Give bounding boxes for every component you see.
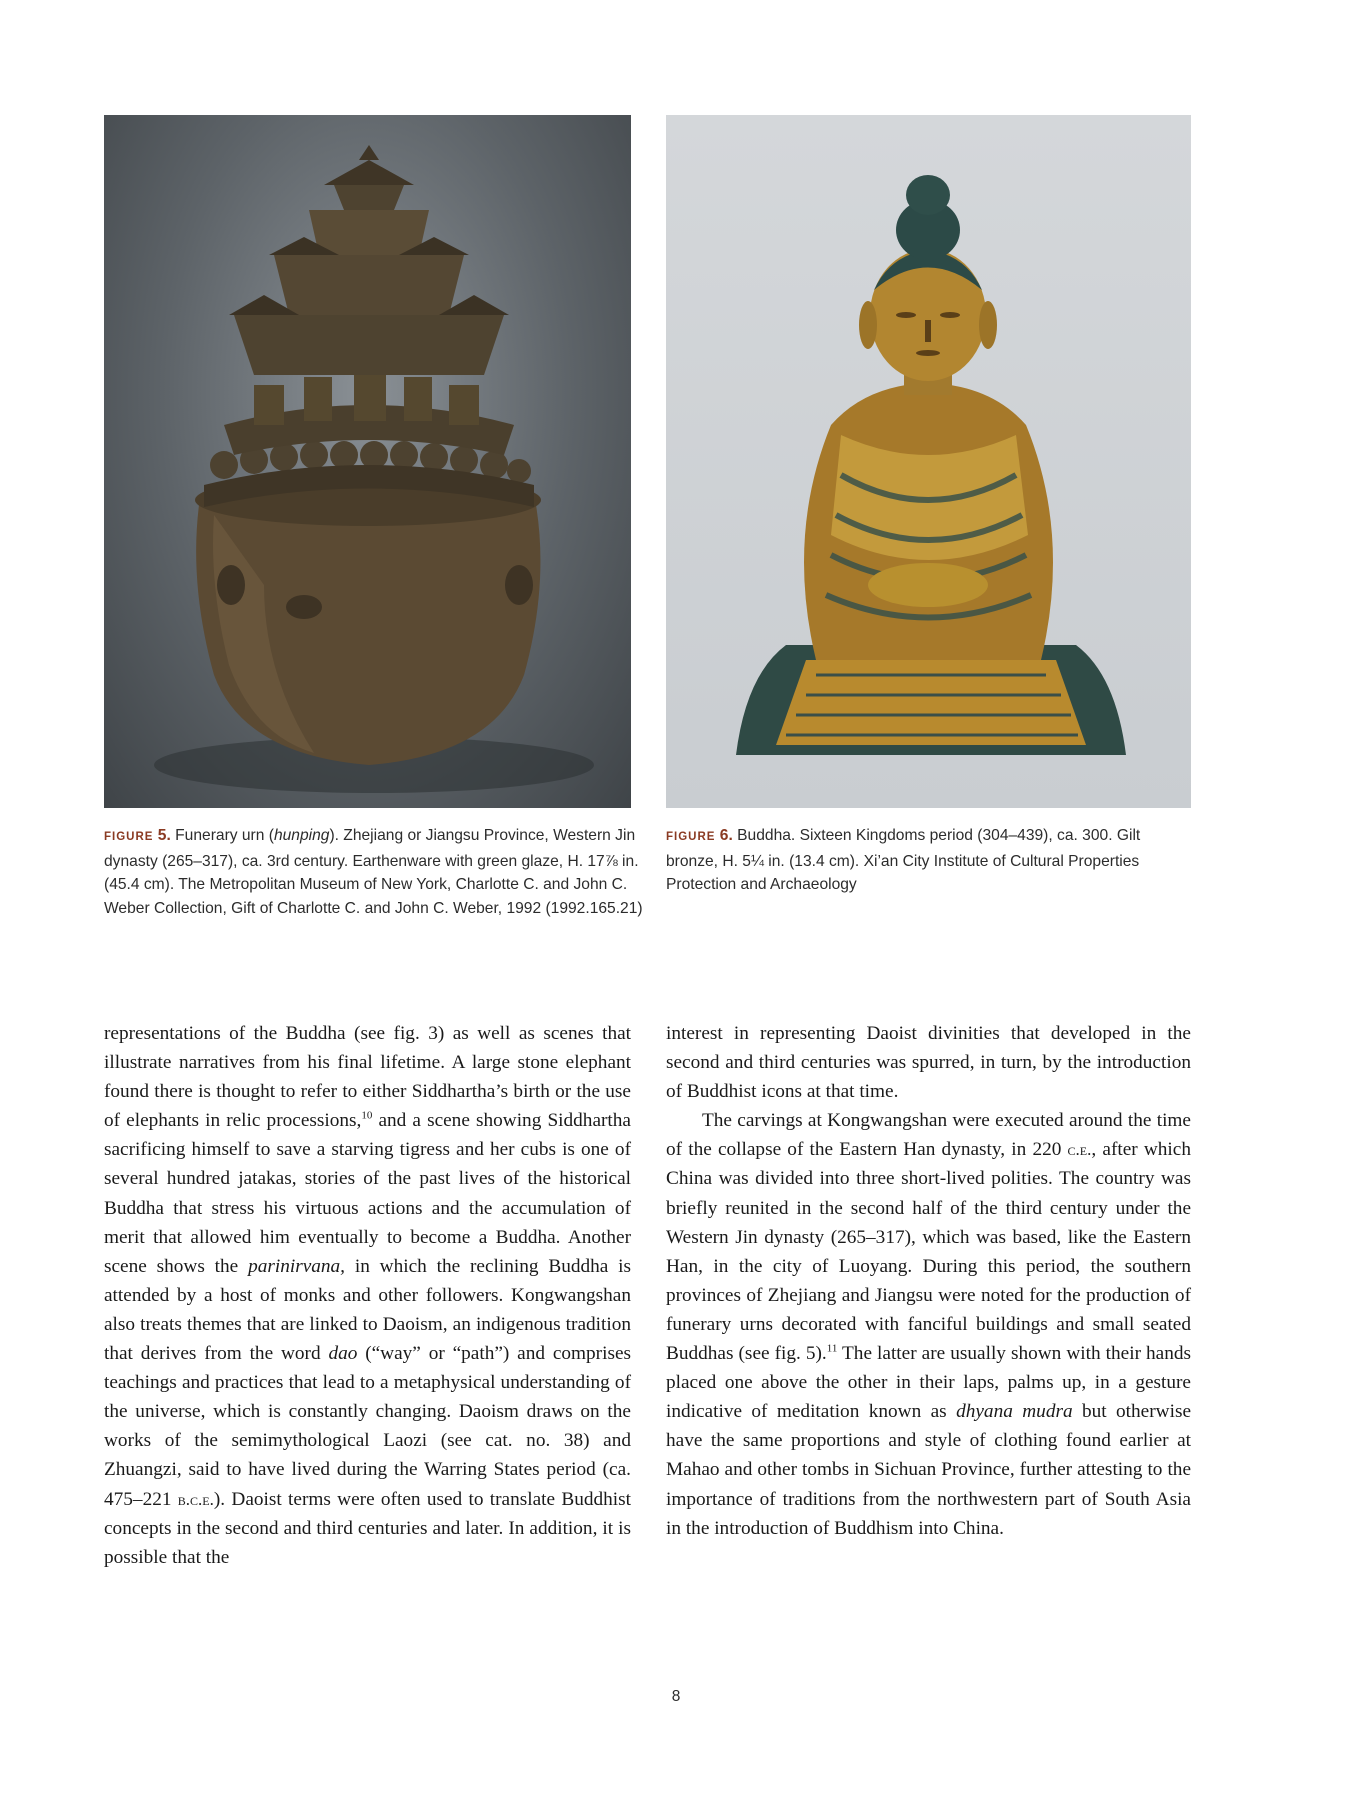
figure-label: FIGURE bbox=[104, 831, 154, 843]
text-run: The latter are usually shown with their hands placed one above the other in their laps, palms up, in a gesture indicative of meditation known as bbox=[666, 1343, 1192, 1423]
caption-text: ). Zhejiang or Jiangsu Province, Western Jin dynasty (265–317), ca. 3rd century. Earthenware with green glaze, H. 17⅞ in. (45.4 cm). The Metropolitan Museum of New York, Charlotte C. and John C. Weber Collection, Gift of Charlotte C. and John C. Weber, 1992 (1992.165.21) bbox=[104, 827, 643, 917]
text-run: , after which China was divided into three short-lived polities. The country was briefly reunited in the second half of the third century under the Western Jin dynasty (265–317), which was based, like the Eastern Han, in the city of Luoyang. During this period, the southern provinces of Zhejiang and Jiangsu were noted for the production of funerary urns decorated with fanciful buildings and small seated Buddhas (see fig. 5). bbox=[666, 1139, 1191, 1365]
paragraph bbox=[104, 1019, 631, 1572]
paragraph: interest in representing Daoist divinities that developed in the second and third centuries was spurred, in turn, by the introduction of Buddhist icons at that time. bbox=[666, 1023, 1191, 1103]
caption-italic: hunping bbox=[273, 827, 330, 844]
footnote-ref[interactable]: 11 bbox=[826, 1342, 838, 1355]
text-run: representations of the Buddha (see fig. 3) as well as scenes that illustrate narratives from his final lifetime. A large stone elephant found there is thought to refer to either Siddhartha’s birth or the use of elephants in relic processions, bbox=[104, 1023, 631, 1132]
italic-term: parinirvana, bbox=[248, 1255, 346, 1277]
italic-term: dhyana mudra bbox=[956, 1401, 1073, 1423]
funerary-urn-photo bbox=[104, 115, 631, 808]
figure-6-caption bbox=[666, 824, 1191, 897]
text-run: in which the reclining Buddha is attended by a host of monks and other followers. Kongwangshan also treats themes that are linked to Daoism, an indigenous tradition that derives from the word bbox=[104, 1255, 631, 1365]
caption-text: Buddha. Sixteen Kingdoms period (304–439), ca. 300. Gilt bronze, H. 5¼ in. (13.4 cm). Xi’an City Institute of Cultural Properties Protection and Archaeology bbox=[666, 827, 1141, 893]
figure-5-caption bbox=[104, 824, 644, 920]
text-run: The carvings at Kongwangshan were executed around the time of the collapse of the Eastern Han dynasty, in 220 bbox=[666, 1110, 1191, 1161]
era-abbrev: c.e. bbox=[1067, 1140, 1092, 1160]
footnote-ref[interactable]: 10 bbox=[361, 1109, 373, 1122]
italic-term: dao bbox=[328, 1343, 358, 1365]
text-run: (“way” or “path”) and comprises teachings and practices that lead to a metaphysical understanding of the universe, which is constantly changing. Daoism draws on the works of the semimythological Laozi (see cat. no. 38) and Zhuangzi, said to have lived during the Warring States period (ca. 475–221 bbox=[104, 1343, 632, 1510]
funerary-urn-illustration bbox=[104, 115, 631, 808]
figure-label: FIGURE bbox=[666, 831, 716, 843]
body-column-right bbox=[666, 1019, 1191, 1543]
figure-number: 6. bbox=[719, 827, 733, 844]
seated-buddha-photo bbox=[666, 115, 1191, 808]
text-run: and a scene showing Siddhartha sacrificing himself to save a starving tigress and her cubs is one of several hundred jatakas, stories of the past lives of the historical Buddha that stress his virtuous actions and the accumulation of merit that allowed him eventually to become a Buddha. Another scene shows the bbox=[104, 1110, 631, 1277]
text-run: ). Daoist terms were often used to translate Buddhist concepts in the second and third centuries and later. In addition, it is possible that the bbox=[104, 1488, 631, 1568]
era-abbrev: b.c.e. bbox=[177, 1489, 214, 1509]
paragraph bbox=[666, 1106, 1191, 1542]
figure-number: 5. bbox=[157, 827, 171, 844]
body-column-left bbox=[104, 1019, 631, 1572]
page-number: 8 bbox=[671, 1688, 681, 1705]
text-run: but otherwise have the same proportions and style of clothing found earlier at Mahao and other tombs in Sichuan Province, further attesting to the importance of traditions from the northwestern part of South Asia in the introduction of Buddhism into China. bbox=[666, 1401, 1192, 1539]
seated-buddha-illustration bbox=[666, 115, 1191, 808]
caption-text: Funerary urn ( bbox=[175, 827, 274, 844]
